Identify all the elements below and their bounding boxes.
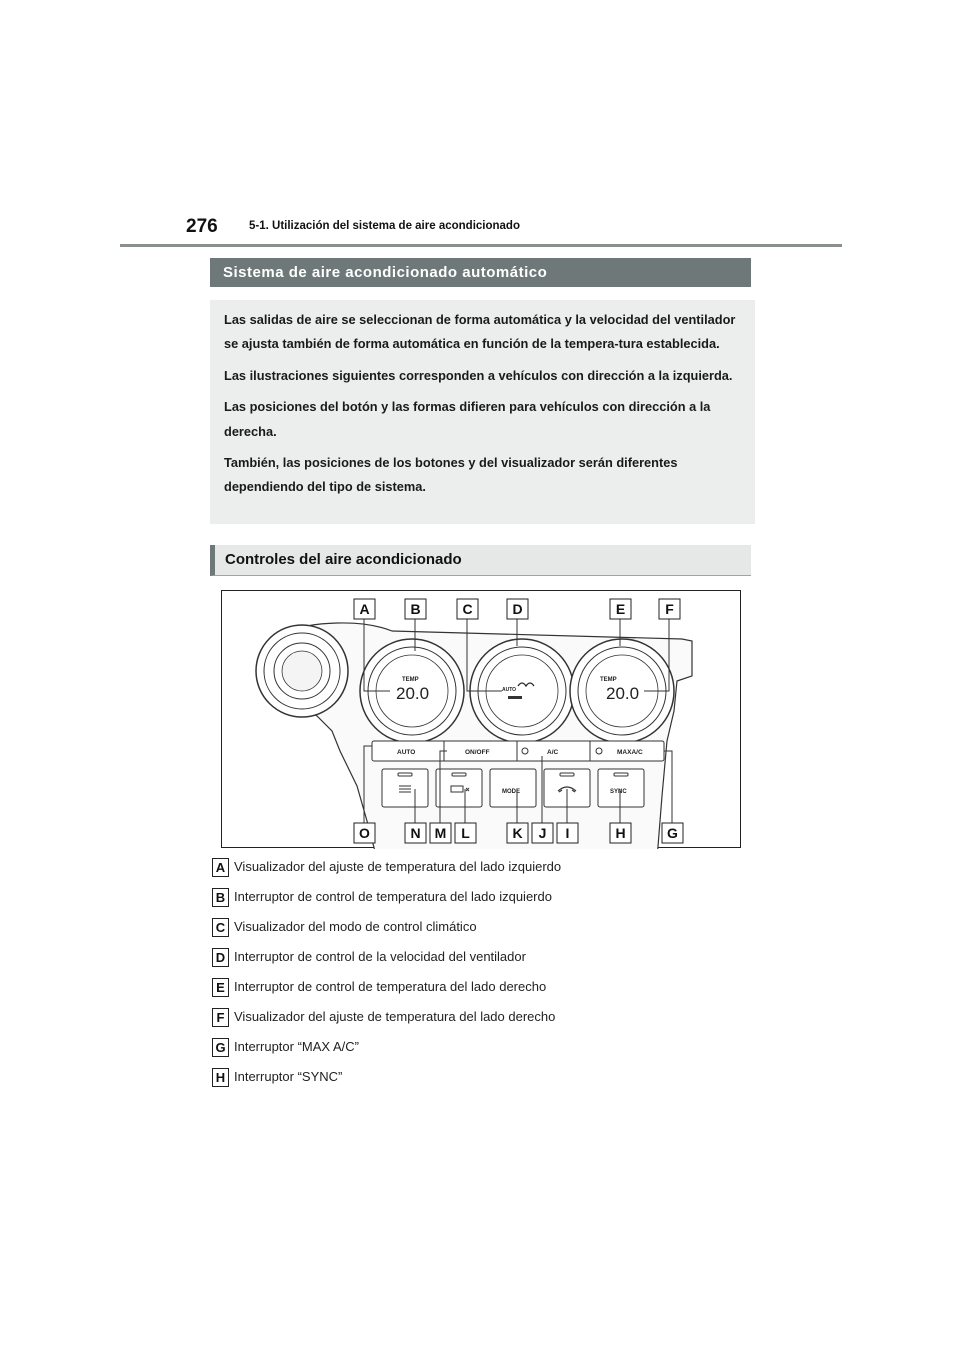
legend-badge: E [212, 978, 229, 997]
callout-i-label: I [565, 825, 570, 841]
section-title: 5-1. Utilización del sistema de aire acondicionado [249, 220, 520, 232]
legend-text: Interruptor “MAX A/C” [234, 1039, 359, 1054]
ac-button-label: A/C [547, 749, 559, 756]
callout-j-label: J [538, 825, 547, 841]
callout-h-label: H [615, 825, 626, 841]
legend-badge: H [212, 1068, 229, 1087]
legend-text: Interruptor de control de temperatura del lado izquierdo [234, 889, 552, 904]
right-temp-label: TEMP [600, 677, 617, 683]
climate-panel-illustration [222, 591, 742, 849]
center-auto-label: AUTO [502, 687, 517, 693]
max-ac-button-label: MAXA/C [617, 749, 643, 756]
callout-l-label: L [461, 825, 470, 841]
sub-heading: Controles del aire acondicionado [210, 545, 751, 576]
sync-button-label: SYNC [610, 789, 627, 795]
callout-b-label: B [410, 601, 421, 617]
callout-d-label: D [512, 601, 523, 617]
callout-n-label: N [410, 825, 421, 841]
climate-control-figure [221, 590, 741, 848]
callout-k-label: K [512, 825, 523, 841]
right-temp-value: 20.0 [606, 684, 640, 703]
callout-c-label: C [462, 601, 473, 617]
legend-badge: C [212, 918, 229, 937]
header-rule [120, 244, 842, 247]
page-number: 276 [186, 216, 218, 237]
legend-text: Interruptor de control de la velocidad del ventilador [234, 949, 526, 964]
left-temp-value: 20.0 [396, 684, 430, 703]
legend-text: Interruptor de control de temperatura del lado derecho [234, 979, 547, 994]
callout-e-label: E [615, 601, 626, 617]
callout-f-label: F [665, 601, 674, 617]
legend-badge: A [212, 858, 229, 877]
callout-a-label: A [359, 601, 370, 617]
legend-text: Visualizador del modo de control climático [234, 919, 477, 934]
callout-o-label: O [359, 825, 370, 841]
legend-text: Visualizador del ajuste de temperatura del lado derecho [234, 1009, 556, 1024]
intro-paragraph: Las salidas de aire se seleccionan de forma automática y la velocidad del ventilador se ajusta también de forma automática en función de la tempera-tura establecida. [224, 312, 736, 352]
legend-badge: B [212, 888, 229, 907]
intro-paragraph: Las ilustraciones siguientes corresponden a vehículos con dirección a la izquierda. [224, 367, 733, 383]
legend-badge: F [212, 1008, 229, 1027]
legend-text: Interruptor “SYNC” [234, 1069, 343, 1084]
main-heading: Sistema de aire acondicionado automático [210, 258, 751, 287]
mode-button-label: MODE [502, 789, 520, 795]
legend-badge: G [212, 1038, 229, 1057]
onoff-button-label: ON/OFF [465, 749, 490, 756]
legend-text: Visualizador del ajuste de temperatura del lado izquierdo [234, 859, 562, 874]
legend-badge: D [212, 948, 229, 967]
left-temp-label: TEMP [402, 677, 419, 683]
intro-box [210, 300, 755, 524]
intro-paragraph: Las posiciones del botón y las formas difieren para vehículos con dirección a la derecha. [224, 399, 711, 439]
callout-m-label: M [434, 825, 447, 841]
fan-speed-bar-icon [508, 696, 522, 699]
callout-g-label: G [667, 825, 678, 841]
intro-paragraph: También, las posiciones de los botones y del visualizador serán diferentes dependiendo del tipo de sistema. [224, 455, 678, 495]
auto-button-label: AUTO [397, 749, 416, 756]
